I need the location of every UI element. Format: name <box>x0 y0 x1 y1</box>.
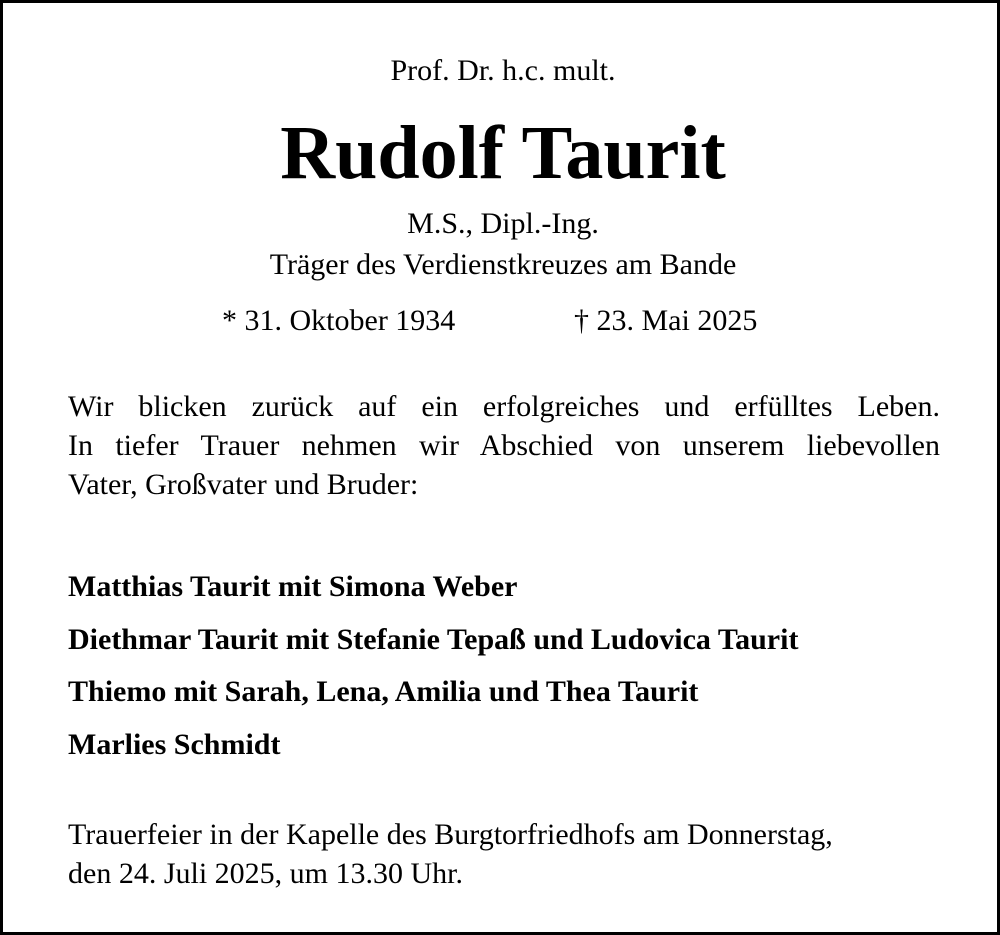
intro-line: Vater, Großvater und Bruder: <box>68 468 419 501</box>
academic-title: Prof. Dr. h.c. mult. <box>390 54 616 87</box>
mourner-entry: Diethmar Taurit mit Stefanie Tepaß und Ludovica Taurit <box>68 622 799 656</box>
intro-text <box>68 387 940 504</box>
deceased-name: Rudolf Taurit <box>280 111 726 195</box>
mourner-entry: Marlies Schmidt <box>68 727 281 761</box>
birth-date: * 31. Oktober 1934 <box>222 304 456 337</box>
degrees: M.S., Dipl.-Ing. <box>407 207 599 240</box>
death-date: † 23. Mai 2025 <box>574 304 758 337</box>
mourner-entry: Thiemo mit Sarah, Lena, Amilia und Thea Taurit <box>68 675 699 708</box>
mourners-list <box>68 561 968 771</box>
mourner-entry: Matthias Taurit mit Simona Weber <box>68 570 518 603</box>
intro-line: In tiefer Trauer nehmen wir Abschied von unserem liebevollen <box>68 429 940 462</box>
service-line: den 24. Juli 2025, um 13.30 Uhr. <box>68 857 463 890</box>
funeral-service-info <box>68 815 940 893</box>
intro-line: Wir blicken zurück auf ein erfolgreiches und erfülltes Leben. <box>68 390 940 423</box>
service-line: Trauerfeier in der Kapelle des Burgtorfriedhofs am Donnerstag, <box>68 818 833 851</box>
award-line: Träger des Verdienstkreuzes am Bande <box>269 248 737 281</box>
